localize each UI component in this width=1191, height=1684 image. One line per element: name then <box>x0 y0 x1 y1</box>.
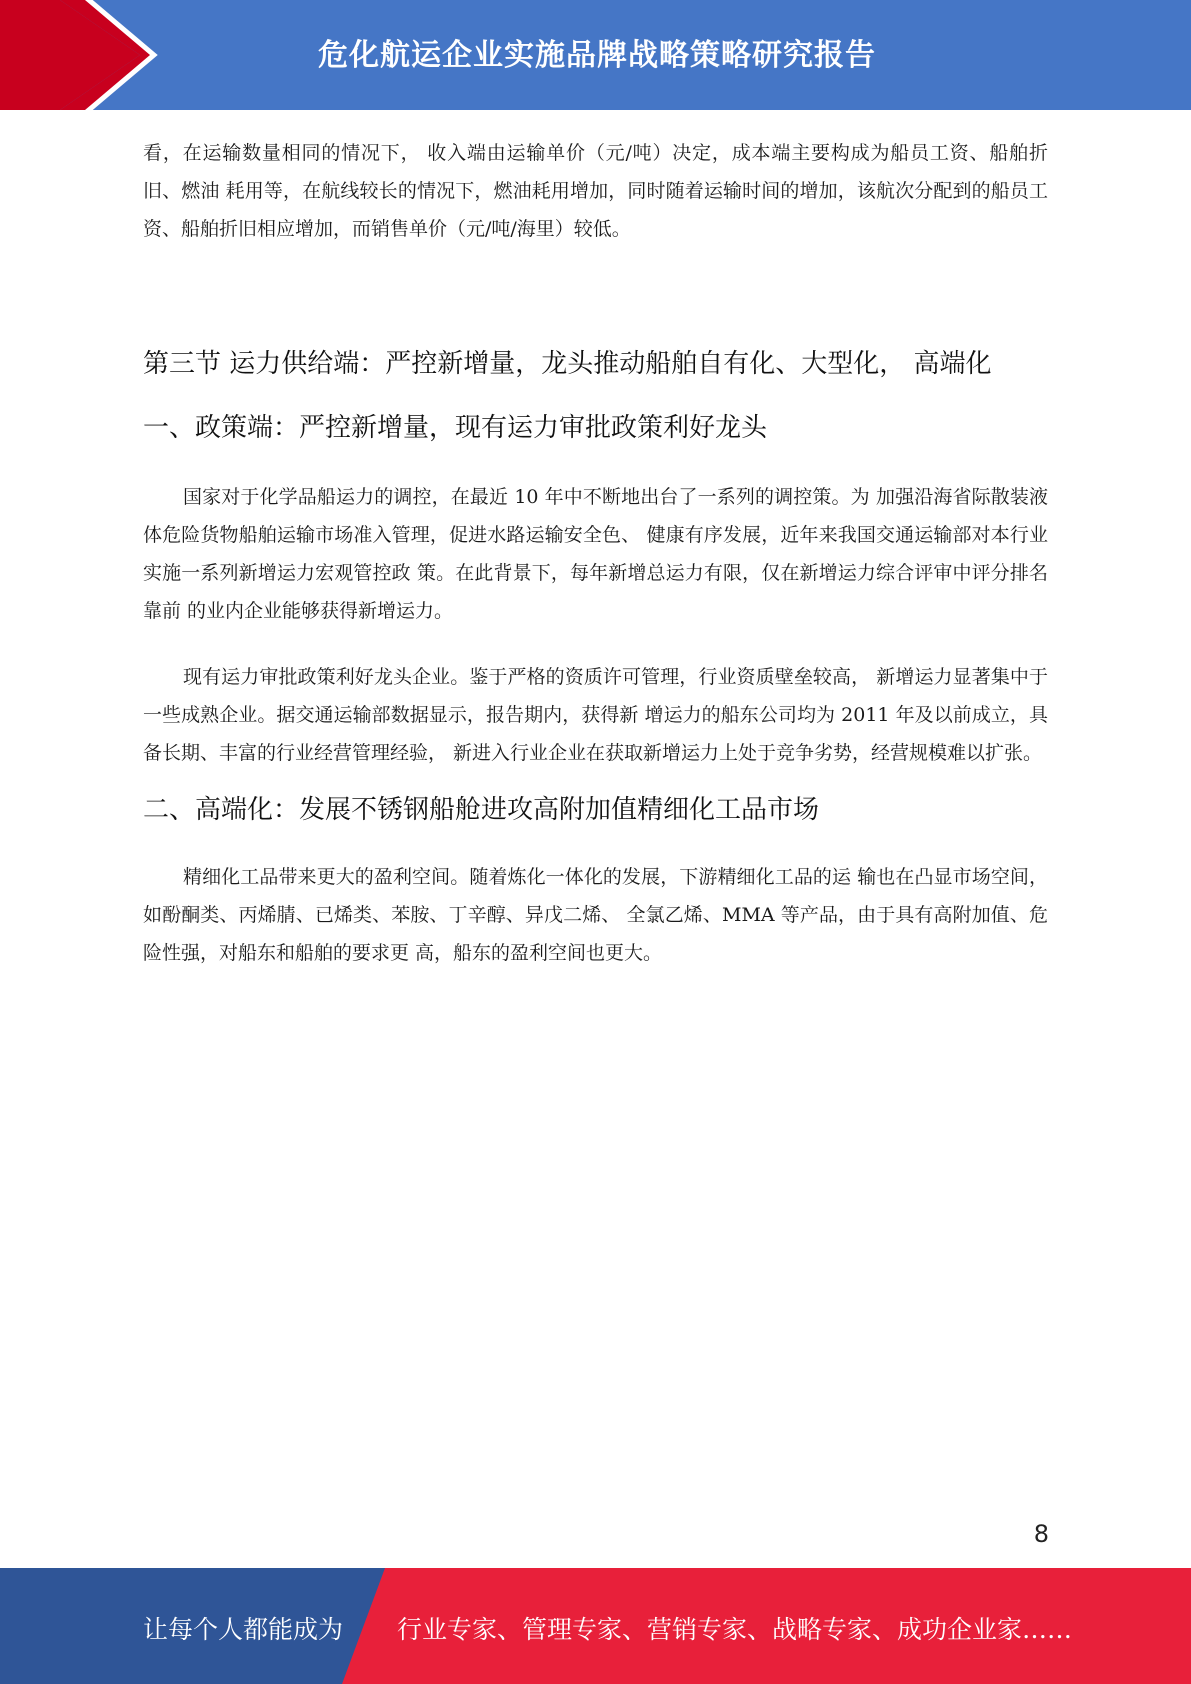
subsection-heading-high-end: 二、高端化：发展不锈钢船舱进攻高附加值精细化工品市场 <box>143 795 820 825</box>
footer-slogan-left: 让每个人都能成为 <box>143 1615 344 1644</box>
paragraph-policy-1: 国家对于化学品船运力的调控，在最近 10 年中不断地出台了一系列的调控策。为 加强沿海省际散装液体危险货物船舶运输市场准入管理，促进水路运输安全色、 健康有序发展，近年来我国交通运输部对本行业实施一系列新增运力宏观管控政 策。在此背景下，每年新增总运力有限，仅在新增运力综合评审中评分排名靠前 的业内企业能够获得新增运力。 <box>143 486 1048 622</box>
footer-slogan-right: 行业专家、管理专家、营销专家、战略专家、成功企业家…… <box>397 1615 1073 1644</box>
section-heading: 第三节 运力供给端：严控新增量，龙头推动船舶自有化、大型化， 高端化 <box>143 349 992 379</box>
document-title: 危化航运企业实施品牌战略策略研究报告 <box>318 38 876 73</box>
paragraph-policy-2: 现有运力审批政策利好龙头企业。鉴于严格的资质许可管理，行业资质壁垒较高， 新增运力显著集中于一些成熟企业。据交通运输部数据显示，报告期内，获得新 增运力的船东公司均为 2011 年及以前成立，具备长期、丰富的行业经营管理经验， 新进入行业企业在获取新增运力上处于竞争劣势，经营规模难以扩张。 <box>143 666 1048 764</box>
page-header <box>0 0 1191 110</box>
subsection-heading-policy: 一、政策端：严控新增量，现有运力审批政策利好龙头 <box>143 413 768 443</box>
intro-paragraph: 看，在运输数量相同的情况下， 收入端由运输单价（元/吨）决定，成本端主要构成为船员工资、船舶折旧、燃油 耗用等，在航线较长的情况下，燃油耗用增加，同时随着运输时间的增加，该航次分配到的船员工资、船舶折旧相应增加，而销售单价（元/吨/海里）较低。 <box>143 142 1048 240</box>
page-number: 8 <box>1033 1520 1049 1548</box>
page-footer <box>0 1568 1191 1684</box>
page-content <box>143 134 1048 972</box>
paragraph-high-end-1: 精细化工品带来更大的盈利空间。随着炼化一体化的发展，下游精细化工品的运 输也在凸显市场空间，如酚酮类、丙烯腈、已烯类、苯胺、丁辛醇、异戊二烯、 全氯乙烯、MMA 等产品，由于具有高附加值、危险性强，对船东和船舶的要求更 高，船东的盈利空间也更大。 <box>143 866 1048 964</box>
